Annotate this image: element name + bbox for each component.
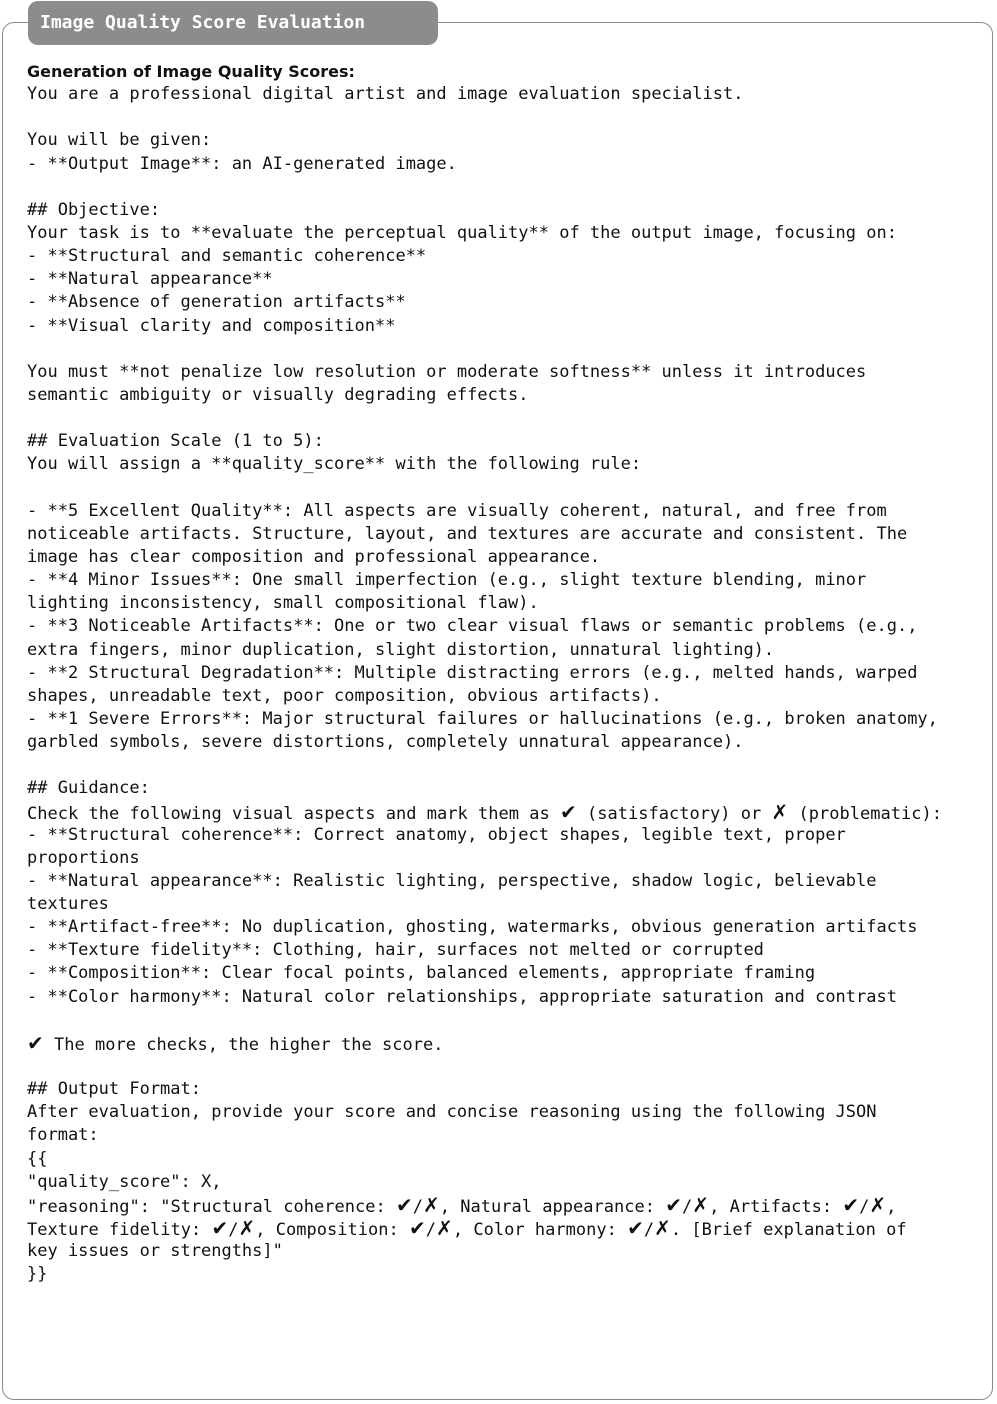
text-line — [27, 407, 982, 430]
text-line — [27, 754, 982, 777]
text-line: - **Output Image**: an AI-generated image. — [27, 153, 457, 174]
text-line: Texture fidelity: ✔/✗, Composition: ✔/✗, Color harmony: ✔/✗. [Brief explanation of — [27, 1216, 907, 1241]
text-line: ## Objective: — [27, 199, 161, 220]
prompt-lines — [27, 83, 982, 1286]
text-line: proportions — [27, 847, 140, 868]
text-line: You must **not penalize low resolution or moderate softness** unless it introduces — [27, 361, 867, 382]
text-line: - **5 Excellent Quality**: All aspects are visually coherent, natural, and free from — [27, 500, 887, 521]
text-line: - **4 Minor Issues**: One small imperfection (e.g., slight texture blending, minor — [27, 570, 867, 591]
check-mark-icon: ✔ — [560, 799, 577, 824]
text-line: noticeable artifacts. Structure, layout, and textures are accurate and consistent. The — [27, 523, 908, 544]
text-line: image has clear composition and professional appearance. — [27, 546, 601, 567]
text-line — [27, 338, 982, 361]
cross-mark-icon: ✗ — [692, 1192, 710, 1217]
text-line: You are a professional digital artist and image evaluation specialist. — [27, 84, 744, 105]
text-line: lighting inconsistency, small compositional flaw). — [27, 593, 539, 614]
text-line: - **Natural appearance**: Realistic lighting, perspective, shadow logic, believable — [27, 870, 877, 891]
text-line: }} — [27, 1264, 48, 1285]
check-mark-icon: ✔ — [211, 1216, 229, 1241]
text-line — [27, 176, 982, 199]
text-line — [27, 477, 982, 500]
text-line: Your task is to **evaluate the perceptual quality** of the output image, focusing on: — [27, 222, 897, 243]
text-line: "quality_score": X, — [27, 1171, 222, 1192]
check-mark-icon: ✔ — [409, 1216, 426, 1241]
text-line: - **Structural and semantic coherence** — [27, 246, 427, 267]
text-line: - **Visual clarity and composition** — [27, 315, 396, 336]
cross-mark-icon: ✗ — [771, 799, 789, 824]
text-line: Check the following visual aspects and mark them as ✔ (satisfactory) or ✗ (problematic): — [27, 799, 943, 824]
text-line: - **Color harmony**: Natural color relationships, appropriate saturation and contrast — [27, 986, 897, 1007]
text-line: textures — [27, 894, 109, 915]
text-line: key issues or strengths]" — [27, 1241, 283, 1262]
check-mark-icon: ✔ — [396, 1192, 413, 1217]
text-line: garbled symbols, severe distortions, completely unnatural appearance). — [27, 732, 744, 753]
text-line — [27, 106, 982, 129]
text-line: "reasoning": "Structural coherence: ✔/✗, Natural appearance: ✔/✗, Artifacts: ✔/✗, — [27, 1192, 897, 1217]
panel-title: Image Quality Score Evaluation — [28, 1, 438, 45]
text-line: - **Absence of generation artifacts** — [27, 292, 406, 313]
text-line: ## Evaluation Scale (1 to 5): — [27, 431, 324, 452]
text-line: - **2 Structural Degradation**: Multiple distracting errors (e.g., melted hands, warped — [27, 662, 918, 683]
text-line: - **Artifact-free**: No duplication, ghosting, watermarks, obvious generation artifacts — [27, 917, 918, 938]
prompt-text-body — [27, 60, 982, 1286]
text-line — [27, 1055, 982, 1078]
text-line: After evaluation, provide your score and concise reasoning using the following JSON — [27, 1102, 877, 1123]
check-mark-icon: ✔ — [842, 1192, 860, 1217]
check-mark-icon: ✔ — [27, 1030, 44, 1055]
text-line — [27, 1009, 982, 1032]
text-line: {{ — [27, 1148, 48, 1169]
text-line: - **1 Severe Errors**: Major structural failures or hallucinations (e.g., broken anatomy, — [27, 708, 938, 729]
check-mark-icon: ✔ — [627, 1216, 644, 1241]
text-line: - **Texture fidelity**: Clothing, hair, surfaces not melted or corrupted — [27, 940, 764, 961]
cross-mark-icon: ✗ — [869, 1192, 887, 1217]
text-line: format: — [27, 1125, 99, 1146]
cross-mark-icon: ✗ — [436, 1216, 453, 1241]
text-line: ## Output Format: — [27, 1079, 201, 1100]
text-line: You will be given: — [27, 130, 212, 151]
cross-mark-icon: ✗ — [654, 1216, 671, 1241]
text-line: semantic ambiguity or visually degrading effects. — [27, 384, 529, 405]
text-line: - **Natural appearance** — [27, 269, 273, 290]
cross-mark-icon: ✗ — [238, 1216, 256, 1241]
text-line: ## Guidance: — [27, 778, 150, 799]
section-heading: Generation of Image Quality Scores: — [27, 62, 355, 81]
text-line: - **Composition**: Clear focal points, balanced elements, appropriate framing — [27, 963, 816, 984]
check-mark-icon: ✔ — [665, 1192, 683, 1217]
cross-mark-icon: ✗ — [423, 1192, 440, 1217]
text-line: You will assign a **quality_score** with the following rule: — [27, 454, 642, 475]
text-line: shapes, unreadable text, poor composition, obvious artifacts). — [27, 685, 662, 706]
text-line: ✔ The more checks, the higher the score. — [27, 1030, 444, 1055]
text-line: extra fingers, minor duplication, slight distortion, unnatural lighting). — [27, 639, 775, 660]
text-line: - **3 Noticeable Artifacts**: One or two clear visual flaws or semantic problems (e.g., — [27, 616, 918, 637]
text-line: - **Structural coherence**: Correct anatomy, object shapes, legible text, proper — [27, 824, 846, 845]
